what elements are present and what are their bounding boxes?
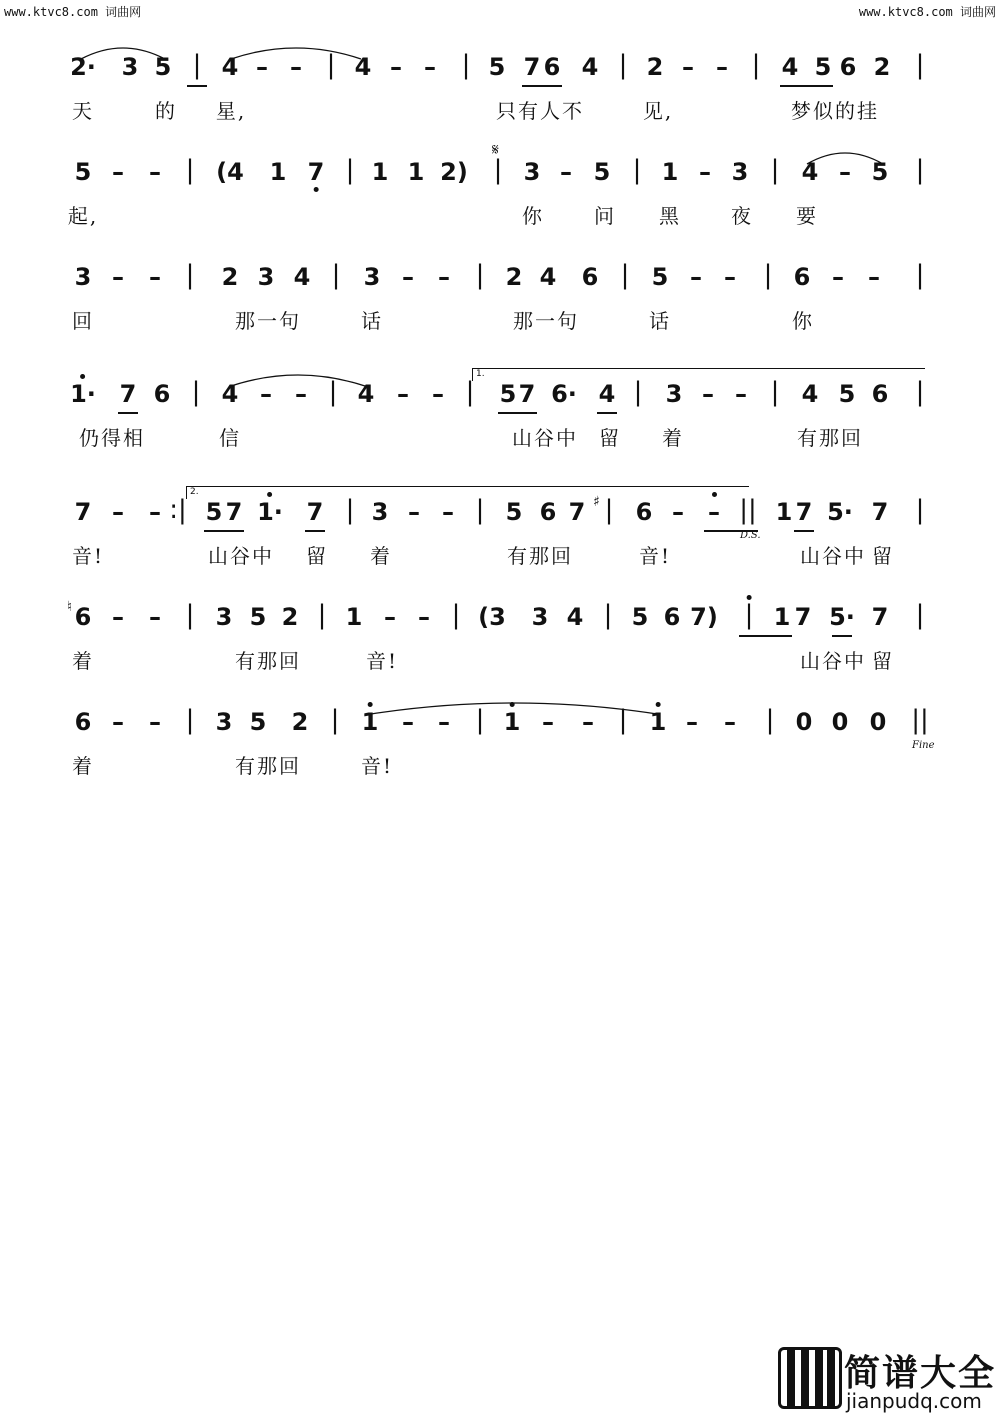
- watermark-left: www.ktvc8.com 词曲网: [4, 5, 142, 19]
- note: 4: [801, 158, 819, 186]
- lyric-text: 着: [662, 426, 684, 450]
- note: –: [735, 380, 747, 408]
- note: 7: [74, 498, 92, 526]
- note: 6: [663, 603, 681, 631]
- note: 6: [153, 380, 171, 408]
- note: 3: [215, 708, 233, 736]
- watermark-right: www.ktvc8.com 词曲网: [858, 5, 996, 19]
- note: 6: [581, 263, 599, 291]
- note: 6: [74, 603, 92, 631]
- note: –: [724, 263, 736, 291]
- barline: |: [185, 705, 195, 735]
- lyric-text: 见,: [642, 99, 674, 123]
- note: 7: [568, 498, 586, 526]
- note: 1: [661, 158, 679, 186]
- lyrics-line: [0, 422, 1000, 452]
- note: 5: [631, 603, 649, 631]
- barline: |: [765, 705, 775, 735]
- barline: |: [328, 377, 338, 407]
- logo-title: 简谱大全: [844, 1353, 997, 1394]
- barline: ||: [739, 495, 757, 525]
- note: 5: [249, 708, 267, 736]
- note: –: [290, 53, 302, 81]
- note: 6: [871, 380, 889, 408]
- note: –: [868, 263, 880, 291]
- note: –: [149, 263, 161, 291]
- slur-arc: [370, 696, 658, 716]
- barline: |: [604, 495, 614, 525]
- volta-first-ending: [472, 368, 925, 381]
- barline: |: [751, 50, 761, 80]
- lyric-text: 着: [72, 754, 94, 778]
- lyric-text: 信: [219, 426, 241, 450]
- note: 5: [814, 53, 832, 81]
- barline: |: [915, 377, 925, 407]
- note: 7: [119, 380, 137, 408]
- note: –: [112, 498, 124, 526]
- logo-url: jianpudq.com: [846, 1389, 982, 1413]
- lyric-text: 音!: [638, 544, 672, 568]
- note: 0: [831, 708, 849, 736]
- note: 4: [781, 53, 799, 81]
- lyrics-line: [0, 750, 1000, 780]
- note: 4: [539, 263, 557, 291]
- note: –: [295, 380, 307, 408]
- note: 3: [665, 380, 683, 408]
- lyric-text: 梦似的挂: [791, 99, 879, 123]
- note: –: [432, 380, 444, 408]
- lyric-text: 夜: [731, 204, 753, 228]
- logo: [778, 1345, 998, 1413]
- note: 7: [306, 498, 324, 526]
- note: –: [402, 263, 414, 291]
- lyric-text: 着: [72, 649, 94, 673]
- barline: |: [618, 705, 628, 735]
- note: –: [424, 53, 436, 81]
- note: 1: [649, 708, 667, 736]
- note: 0: [869, 708, 887, 736]
- note: 4: [598, 380, 616, 408]
- note: 4: [801, 380, 819, 408]
- note: 3: [371, 498, 389, 526]
- lyric-text: 有那回: [235, 649, 301, 673]
- lyric-text: 有那回: [507, 544, 573, 568]
- note: –: [260, 380, 272, 408]
- lyric-text: 有那回: [235, 754, 301, 778]
- note: 6: [539, 498, 557, 526]
- note: –: [112, 158, 124, 186]
- note: –: [438, 708, 450, 736]
- note: 1: [775, 498, 793, 526]
- note: 7: [871, 603, 889, 631]
- note: 6: [793, 263, 811, 291]
- notation-line: [0, 255, 1000, 299]
- note: 1: [503, 708, 521, 736]
- lyrics-line: [0, 305, 1000, 335]
- beam-underline: [832, 635, 852, 637]
- barline: |: [475, 495, 485, 525]
- barline: |: [915, 495, 925, 525]
- note: 7: [794, 603, 812, 631]
- note: 7: [871, 498, 889, 526]
- note: 7: [523, 53, 541, 81]
- beam-underline: [597, 412, 617, 414]
- note: 4: [357, 380, 375, 408]
- note: –: [397, 380, 409, 408]
- barline: |: [618, 50, 628, 80]
- lyric-text: 留: [872, 544, 894, 568]
- beam-underline: [794, 530, 814, 532]
- lyric-text: 问: [594, 204, 616, 228]
- note: 7: [225, 498, 243, 526]
- barline: |: [451, 600, 461, 630]
- lyric-text: 山谷中: [800, 544, 866, 568]
- barline: |: [345, 155, 355, 185]
- note: (3: [478, 603, 506, 631]
- barline: |: [345, 495, 355, 525]
- lyric-text: 仍得相: [79, 426, 145, 450]
- barline: |: [915, 155, 925, 185]
- barline: |: [317, 600, 327, 630]
- note: (4: [216, 158, 244, 186]
- note: 5·: [827, 498, 853, 526]
- lyric-text: 的: [155, 99, 177, 123]
- note: 4: [581, 53, 599, 81]
- note: –: [832, 263, 844, 291]
- barline: |: [770, 377, 780, 407]
- note: –: [582, 708, 594, 736]
- note: 2: [291, 708, 309, 736]
- note: 5: [505, 498, 523, 526]
- note: –: [418, 603, 430, 631]
- note: 0: [795, 708, 813, 736]
- lyric-text: 天: [72, 99, 94, 123]
- note: 7): [690, 603, 718, 631]
- beam-underline: [522, 85, 562, 87]
- note: –: [442, 498, 454, 526]
- barline: |: [493, 155, 503, 185]
- barline: |: [475, 705, 485, 735]
- sharp-icon: ♯: [593, 494, 600, 510]
- slur-arc: [80, 41, 166, 61]
- barline: |: [603, 600, 613, 630]
- barline: |: [770, 155, 780, 185]
- note: –: [716, 53, 728, 81]
- barline: |: [465, 377, 475, 407]
- natural-icon: ♮: [67, 599, 73, 615]
- lyric-text: 山谷中: [208, 544, 274, 568]
- note: 2: [646, 53, 664, 81]
- note: 5: [488, 53, 506, 81]
- fine-mark: Fine: [912, 740, 935, 751]
- barline: |: [632, 155, 642, 185]
- barline: |: [185, 155, 195, 185]
- note: –: [686, 708, 698, 736]
- note: 5: [499, 380, 517, 408]
- note: 5: [593, 158, 611, 186]
- lyric-text: 起,: [67, 204, 99, 228]
- note: 6·: [551, 380, 577, 408]
- note: 4: [354, 53, 372, 81]
- note: 1: [407, 158, 425, 186]
- note: 4: [566, 603, 584, 631]
- beam-underline: [739, 635, 792, 637]
- note: –: [112, 708, 124, 736]
- lyric-text: 话: [361, 309, 383, 333]
- beam-underline: [305, 530, 325, 532]
- note: 1: [269, 158, 287, 186]
- note: 2: [505, 263, 523, 291]
- lyric-text: 留: [872, 649, 894, 673]
- note: 3: [523, 158, 541, 186]
- note: 5: [838, 380, 856, 408]
- volta-first-ending-label: 1.: [476, 369, 485, 379]
- note: 5: [871, 158, 889, 186]
- lyric-text: 音!: [365, 649, 399, 673]
- barline: |: [192, 50, 202, 80]
- barline: |: [763, 260, 773, 290]
- ds-mark: D.S.: [740, 530, 761, 541]
- note: 1: [371, 158, 389, 186]
- barline: |: [330, 705, 340, 735]
- lyrics-line: [0, 200, 1000, 230]
- beam-underline: [187, 85, 207, 87]
- segno-icon: 𝄋: [492, 140, 499, 159]
- note: 5: [154, 53, 172, 81]
- note: –: [708, 498, 720, 526]
- note: –: [149, 708, 161, 736]
- note: 2: [281, 603, 299, 631]
- lyric-text: 星,: [215, 99, 247, 123]
- note: 3: [257, 263, 275, 291]
- note: 7: [518, 380, 536, 408]
- lyric-text: 音!: [360, 754, 394, 778]
- note: –: [438, 263, 450, 291]
- lyric-text: 音!: [71, 544, 105, 568]
- lyrics-line: [0, 540, 1000, 570]
- note: 7: [795, 498, 813, 526]
- lyric-text: 留: [599, 426, 621, 450]
- note: –: [699, 158, 711, 186]
- barline: |: [915, 600, 925, 630]
- note: 3: [363, 263, 381, 291]
- note: 2·: [70, 53, 96, 81]
- note: 5: [74, 158, 92, 186]
- note: 2): [440, 158, 468, 186]
- barline: |: [185, 600, 195, 630]
- note: 4: [221, 53, 239, 81]
- barline: |: [185, 260, 195, 290]
- note: –: [384, 603, 396, 631]
- lyric-text: 只有人不: [496, 99, 584, 123]
- note: –: [149, 498, 161, 526]
- note: –: [702, 380, 714, 408]
- barline: |: [915, 50, 925, 80]
- note: 6: [635, 498, 653, 526]
- barline: |: [331, 260, 341, 290]
- note: 6: [839, 53, 857, 81]
- note: –: [724, 708, 736, 736]
- note: –: [390, 53, 402, 81]
- note: 3: [121, 53, 139, 81]
- lyric-text: 你: [792, 309, 814, 333]
- barline: |: [744, 600, 754, 630]
- note: –: [402, 708, 414, 736]
- note: –: [256, 53, 268, 81]
- barline: |: [915, 260, 925, 290]
- note: 6: [74, 708, 92, 736]
- lyric-text: 你: [522, 204, 544, 228]
- note: 3: [215, 603, 233, 631]
- barline: |: [461, 50, 471, 80]
- note: 1: [361, 708, 379, 736]
- note: –: [149, 603, 161, 631]
- piano-icon: [778, 1347, 842, 1409]
- barline: |: [191, 377, 201, 407]
- lyric-text: 有那回: [797, 426, 863, 450]
- barline: |: [326, 50, 336, 80]
- lyric-text: 那一句: [235, 309, 301, 333]
- beam-underline: [780, 85, 833, 87]
- barline: |: [633, 377, 643, 407]
- note: 5·: [829, 603, 855, 631]
- slur-arc: [806, 146, 884, 166]
- note: 5: [205, 498, 223, 526]
- note: –: [408, 498, 420, 526]
- note: 1·: [70, 380, 96, 408]
- note: 3: [74, 263, 92, 291]
- lyric-text: 话: [649, 309, 671, 333]
- lyric-text: 黑: [659, 204, 681, 228]
- note: 5: [651, 263, 669, 291]
- volta-second-ending: [186, 486, 749, 499]
- note: –: [839, 158, 851, 186]
- note: 7: [307, 158, 325, 186]
- note: –: [682, 53, 694, 81]
- slur-arc: [230, 368, 366, 388]
- note: 6: [543, 53, 561, 81]
- lyrics-line: [0, 645, 1000, 675]
- lyrics-line: [0, 95, 1000, 125]
- note: 4: [293, 263, 311, 291]
- lyric-text: 那一句: [513, 309, 579, 333]
- note: 3: [531, 603, 549, 631]
- lyric-text: 要: [796, 204, 818, 228]
- note: 2: [221, 263, 239, 291]
- note: 1: [773, 603, 791, 631]
- barline: :|: [169, 495, 187, 525]
- barline: ||: [911, 705, 929, 735]
- note: –: [672, 498, 684, 526]
- note: 1·: [257, 498, 283, 526]
- note: –: [690, 263, 702, 291]
- barline: |: [475, 260, 485, 290]
- lyric-text: 山谷中: [512, 426, 578, 450]
- slur-arc: [230, 41, 362, 61]
- lyric-text: 山谷中: [800, 649, 866, 673]
- notation-line: [0, 595, 1000, 639]
- note: 2: [873, 53, 891, 81]
- beam-underline: [118, 412, 138, 414]
- lyric-text: 着: [370, 544, 392, 568]
- barline: |: [620, 260, 630, 290]
- note: 5: [249, 603, 267, 631]
- note: –: [560, 158, 572, 186]
- beam-underline: [498, 412, 537, 414]
- note: –: [112, 263, 124, 291]
- note: 3: [731, 158, 749, 186]
- lyric-text: 留: [306, 544, 328, 568]
- volta-second-ending-label: 2.: [190, 487, 199, 497]
- lyric-text: 回: [72, 309, 94, 333]
- note: –: [112, 603, 124, 631]
- beam-underline: [204, 530, 244, 532]
- note: 1: [345, 603, 363, 631]
- note: 4: [221, 380, 239, 408]
- note: –: [149, 158, 161, 186]
- note: –: [542, 708, 554, 736]
